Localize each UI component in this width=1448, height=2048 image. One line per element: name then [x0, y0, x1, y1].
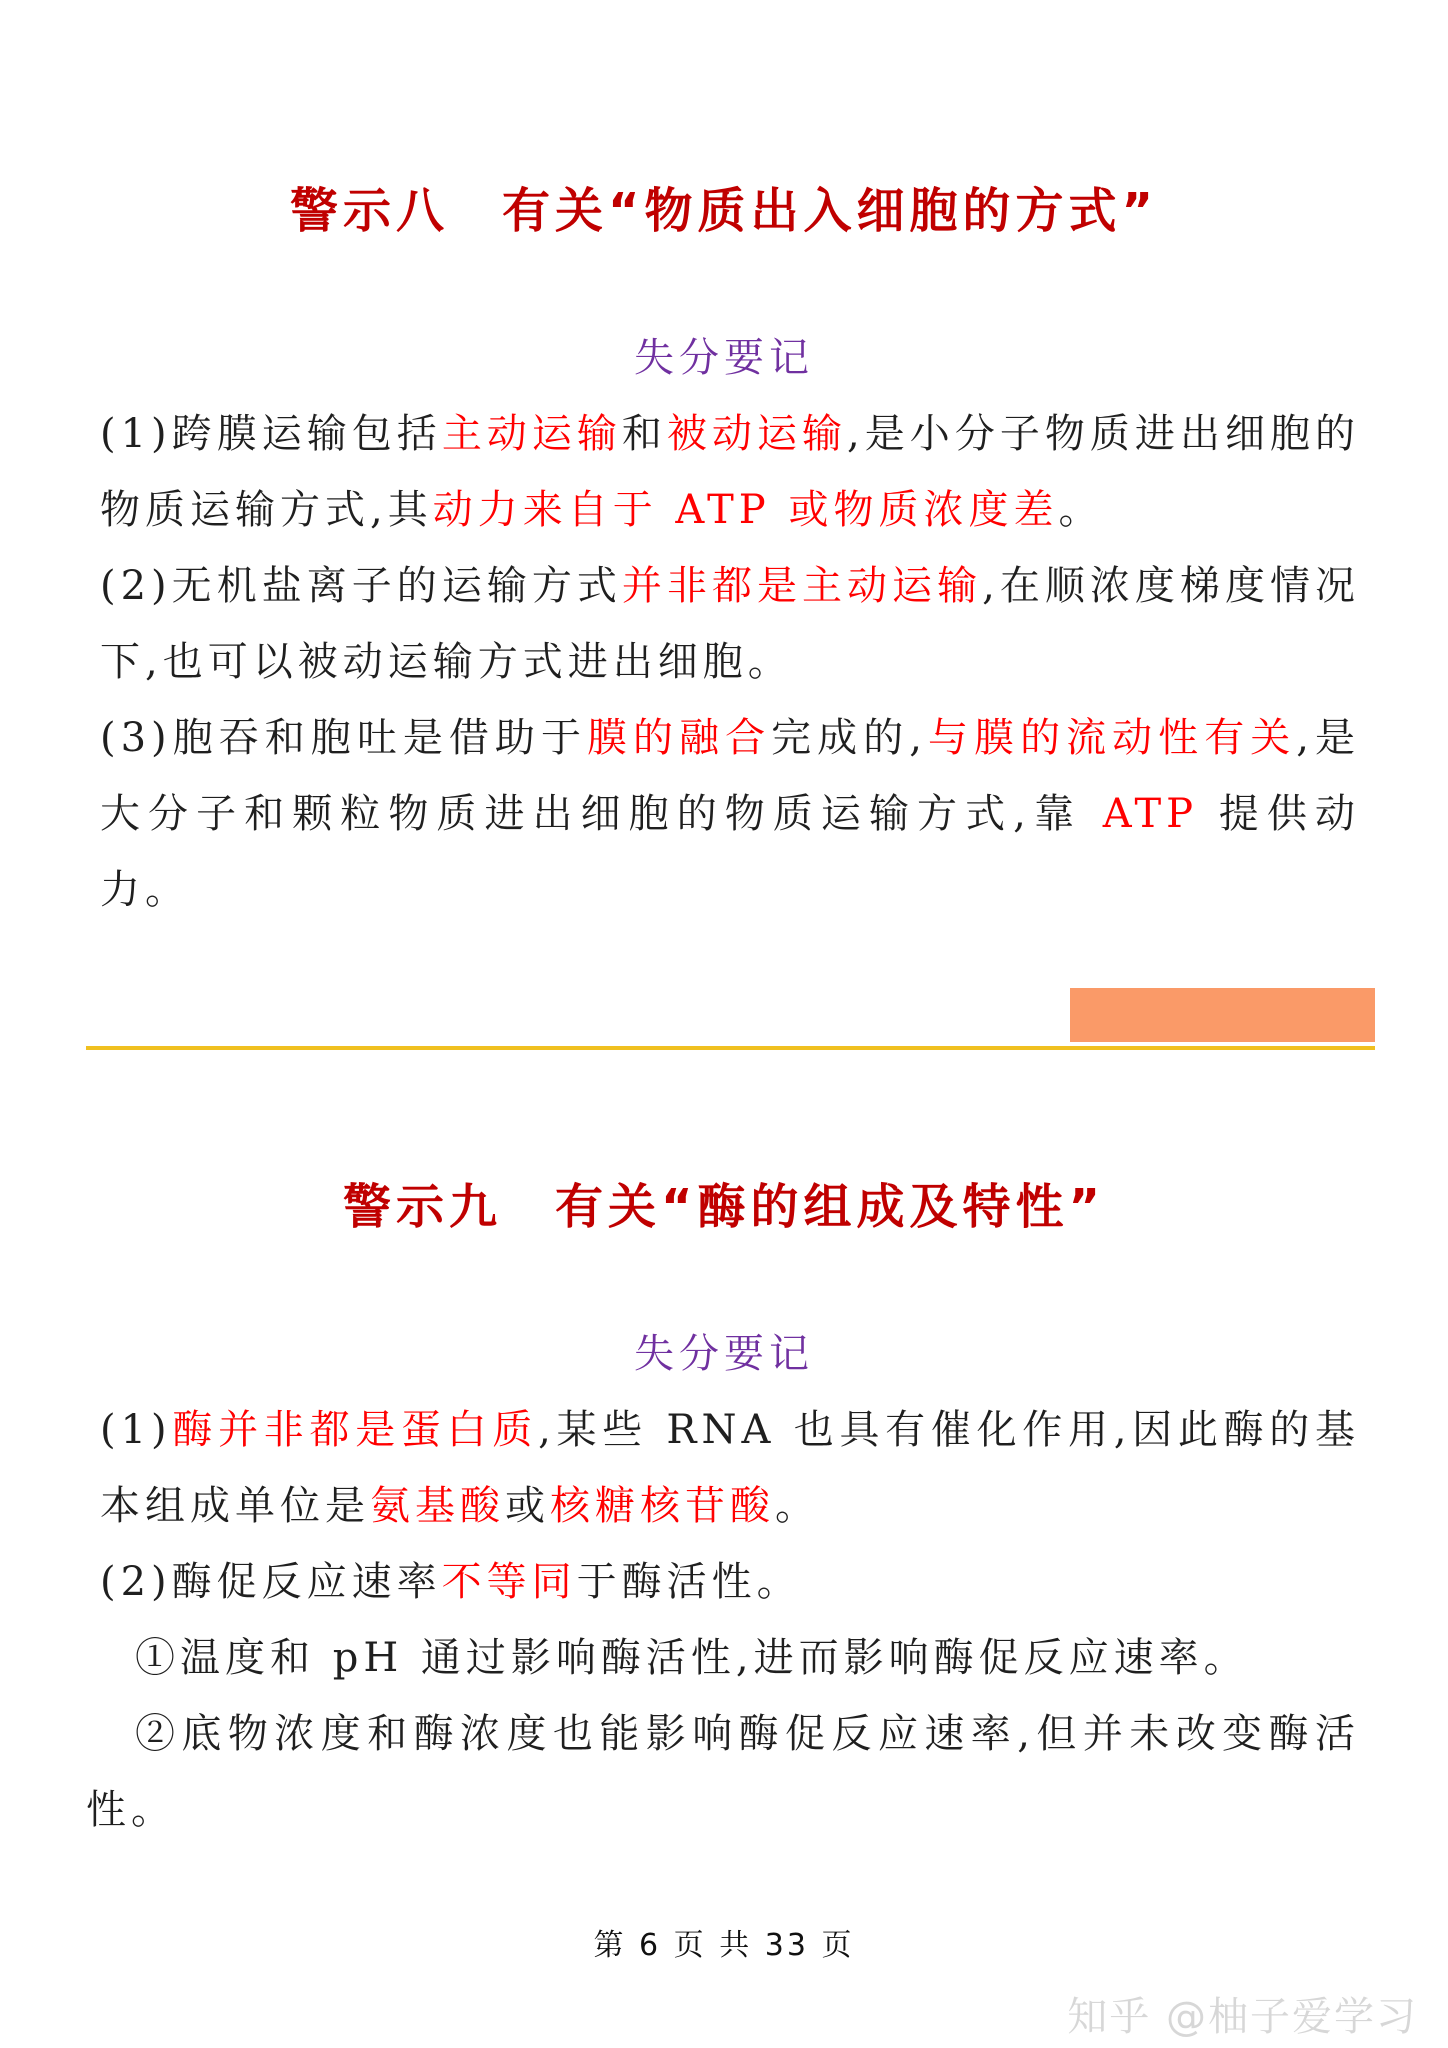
decorative-orange-bar [1070, 988, 1375, 1042]
section-8-paragraph-3: (3)胞吞和胞吐是借助于膜的融合完成的,与膜的流动性有关,是大分子和颗粒物质进出细胞的物质运输方式,靠 ATP 提供动力。 [100, 715, 1361, 913]
section-9-title: 警示九 有关“酶的组成及特性” [342, 1179, 1106, 1235]
highlight-text: 核糖核苷酸 [550, 1483, 775, 1529]
highlight-text: 膜的融合 [587, 715, 772, 761]
highlight-text: 并非都是主动运输 [621, 563, 983, 609]
page-number: 第 6 页 共 33 页 [593, 1928, 855, 1963]
highlight-text: 主动运输 [441, 411, 622, 457]
highlight-text: 氨基酸 [370, 1483, 505, 1529]
highlight-text: 动力来自于 ATP 或物质浓度差 [432, 487, 1059, 533]
section-8-paragraph-1: (1)跨膜运输包括主动运输和被动运输,是小分子物质进出细胞的物质运输方式,其动力来自于 ATP 或物质浓度差。 [100, 411, 1361, 533]
watermark: 知乎 @柚子爱学习 [1067, 1994, 1418, 2040]
section-9-paragraph-2: (2)酶促反应速率不等同于酶活性。 [100, 1559, 802, 1605]
highlight-text: 被动运输 [666, 411, 848, 457]
section-8-subtitle: 失分要记 [634, 335, 814, 381]
section-divider-line [86, 1046, 1375, 1050]
highlight-text: 不等同 [441, 1559, 577, 1605]
section-9-subtitle: 失分要记 [634, 1331, 814, 1377]
section-9-point-2: ②底物浓度和酶浓度也能影响酶促反应速率,但并未改变酶活性。 [86, 1711, 1360, 1833]
section-8-title: 警示八 有关“物质出入细胞的方式” [289, 183, 1159, 239]
highlight-text: 酶并非都是蛋白质 [171, 1407, 539, 1453]
highlight-text: 与膜的流动性有关 [926, 715, 1297, 761]
section-9-paragraph-1: (1)酶并非都是蛋白质,某些 RNA 也具有催化作用,因此酶的基本组成单位是氨基酸或核糖核苷酸。 [100, 1407, 1360, 1529]
highlight-text: ATP [1102, 791, 1199, 837]
section-8-paragraph-2: (2)无机盐离子的运输方式并非都是主动运输,在顺浓度梯度情况下,也可以被动运输方式进出细胞。 [100, 563, 1361, 685]
section-9-point-1: ①温度和 pH 通过影响酶活性,进而影响酶促反应速率。 [135, 1635, 1249, 1681]
